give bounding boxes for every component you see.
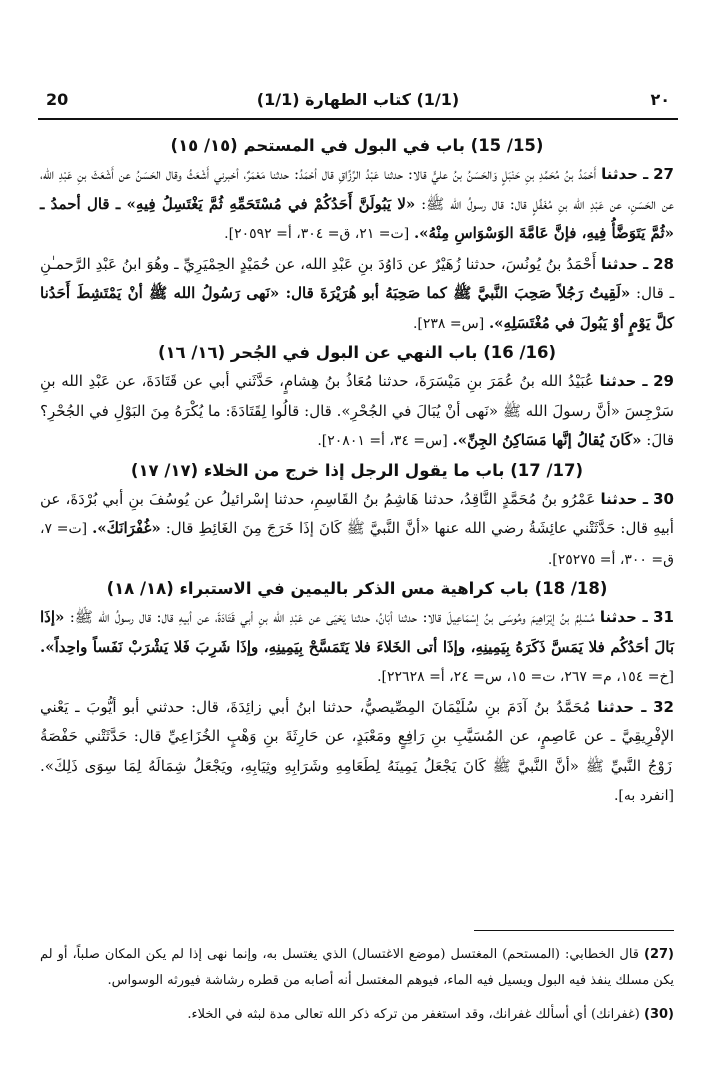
chapter-heading: (17/ 17) باب ما يقول الرجل إذا خرج من الخلاء (١٧/ ١٧) — [130, 460, 584, 480]
footnote-number: (27) — [644, 947, 674, 962]
narration-keyword: ـ حدثنا — [599, 372, 648, 390]
hadith-text: أَحْمَدُ بنُ مُحَمَّدِ بنِ حَنْبَلٍ وَالحَسَنُ بنُ عليٍّ قالا: حدثنا عَبْدُ الرَّزَّاقِ قال أحْمَدُ: حدثنا مَعْمَرٌ، أخبرني أَشْعَثُ وقال الحَسَنُ عن أَشْعَثَ بنِ عَبْدِ الله، عن الحَسَنِ، عن عَبْدِ الله بنِ مُغَفَّلٍ قال: قال رسولُ الله ﷺ: — [40, 165, 674, 213]
hadith-number: 30 — [653, 489, 674, 508]
hadith-number: 29 — [653, 372, 674, 390]
hadith-32 — [40, 693, 674, 812]
hadith-number: 31 — [653, 608, 674, 626]
hadith-quote: «غُفْرَانَكَ». — [92, 519, 161, 537]
chapter-heading: (15/ 15) باب في البول في المستحم (١٥/ ١٥) — [170, 136, 544, 155]
hadith-reference: [ت= ٢١، ق= ٣٠٤، أ= ٢٠٥٩٢]. — [224, 226, 410, 242]
hadith-27 — [40, 160, 674, 250]
hadith-number: 27 — [653, 165, 674, 183]
hadith-quote: «لا يَبُولَنَّ أَحَدُكُمْ في مُسْتَحَمِّهِ ثُمَّ يَغْتَسِلُ فِيهِ» ـ قال أحمدُ ـ «ثُمَّ يَتَوَضَّأُ فِيهِ، فإنَّ عَامَّةَ الوَسْوَاسِ مِنْهُ». — [40, 194, 674, 242]
hadith-number: 32 — [653, 697, 674, 716]
page-number-latin: 20 — [46, 90, 69, 109]
hadith-reference: [ت= ٧، ق= ٣٠٠، أ= ٢٥٢٧٥]. — [40, 521, 674, 568]
running-title: (1/1) كتاب الطهارة (1/1) — [256, 90, 460, 109]
hadith-reference: [انفرد به]. — [613, 788, 674, 804]
narration-keyword: ـ حدثنا — [599, 608, 648, 626]
narration-keyword: ـ حدثنا — [601, 165, 649, 183]
chapter-heading: (16/ 16) باب النهي عن البول في الجُحر (١٦/ ١٦) — [157, 343, 557, 362]
main-text — [40, 132, 674, 812]
hadith-quote: «لَقِيتُ رَجُلاً صَحِبَ النَّبيَّ ﷺ كما صَحِبَهُ أبو هُرَيْرَةَ قال: «نَهى رَسُولُ الله ﷺ أنْ يَمْتَشِطَ أَحَدُنا كلَّ يَوْمٍ أوْ يَبُولَ في مُغْتَسَلِهِ». — [40, 284, 674, 332]
hadith-31 — [40, 603, 674, 693]
footnote-text: (غفرانك) أي أسألك غفرانك، وقد استغفر من تركه ذكر الله تعالى مدة لبثه في الخلاء. — [187, 1007, 640, 1022]
hadith-number: 28 — [653, 254, 674, 273]
hadith-text: أَحْمَدُ بنُ يُونُسَ، حدثنا زُهَيْرٌ عن دَاوُدَ بنِ عَبْدِ الله، عن حُمَيْدٍ الحِمْيَرِيِّ ـ وهُوَ ابنُ عَبْدِ الرَّحمـٰنِ ـ قال: — [40, 254, 674, 302]
hadith-reference: [خ= ١٥٤، م= ٢٦٧، ت= ١٥، س= ٢٤، أ= ٢٢٦٢٨]. — [377, 669, 674, 685]
hadith-28 — [40, 250, 674, 340]
hadith-reference: [س= ٢٣٨]. — [412, 315, 485, 332]
hadith-text: عُبَيْدُ الله بنُ عُمَرَ بنِ مَيْسَرَةَ، حدثنا مُعَاذُ بنُ هِشامٍ، حَدَّثَني أبي عن قَتَادَةَ، عن عَبْدِ الله بنِ سَرْجِسَ «أنَّ رسولَ الله ﷺ «نَهى أنْ يُبَالَ في الجُحْرِ». قال: قالُوا لِقَتَادَةَ: ما يُكْرَهُ مِنَ البَوْلِ في الجُحْرِ؟ قالَ: — [40, 372, 674, 449]
footnote-text: قال الخطابي: (المستحم) المغتسل (موضع الاغتسال) الذي يغتسل به، وإنما نهى إذا لم يكن المكان صلباً، أو لم يكن مسلك ينفذ فيه البول ويسيل فيه الماء، فيوهم المغتسل أنه أصابه من قطره رشاشة فيورثه الوسواس. — [40, 947, 674, 988]
hadith-text: عَمْرُو بنُ مُحَمَّدٍ النَّاقِدُ، حدثنا هَاشِمُ بنُ القَاسِمِ، حدثنا إسْرائيلُ عن يُوسُفَ بنِ أبي بُرْدَةَ، عن أبيهِ قال: حَدَّثَتْني عائِشَةُ رضي الله عنها «أنَّ النَّبيَّ ﷺ كَانَ إذَا خَرَجَ مِنَ الغَائِطِ قال: — [40, 489, 674, 537]
running-header — [38, 88, 678, 120]
narration-keyword: ـ حدثنا — [600, 489, 648, 508]
footnote-separator — [474, 930, 674, 931]
footnotes — [40, 942, 674, 1036]
footnote-27 — [40, 942, 674, 994]
narration-keyword: ـ حدثنا — [597, 697, 647, 716]
page-number-arabic: ٢٠ — [650, 90, 670, 109]
hadith-reference: [س= ٣٤، أ= ٢٠٨٠١]. — [317, 433, 448, 449]
hadith-30 — [40, 485, 674, 576]
narration-keyword: ـ حدثنا — [601, 254, 649, 273]
hadith-text: مُحَمَّدُ بنُ آدَمَ بنِ سُلَيْمَانَ المِصِّيصيُّ، حدثنا ابنُ أبي زائِدَةَ، قال: حدثني أبو أيُّوبَ ـ يَعْني الإفْرِيقِيَّ ـ عن عَاصِمٍ، عن المُسَيَّبِ بنِ رَافِعٍ ومَعْبَدٍ، عن حَارِثَةَ بنِ وَهْبٍ الخُزَاعِيِّ قال: حَدَّثَتْني حَفْصَةُ زَوْجُ النَّبيِّ ﷺ «أنَّ النَّبيَّ ﷺ كَانَ يَجْعَلُ يَمِينَهُ لِطَعَامِهِ وشَرَابِهِ وثِيَابِهِ، ويَجْعَلُ شِمَالَهُ لِمَا سِوَى ذَلِكَ». — [40, 697, 674, 775]
hadith-29 — [40, 367, 674, 457]
footnote-30 — [40, 1002, 674, 1028]
footnote-number: (30) — [644, 1007, 674, 1022]
hadith-text: مُسْلِمُ بنُ إبْرَاهِيمَ ومُوسَى بنُ إسْمَاعِيلَ قالا: حدثنا أبَانُ، حدثنا يَحْيَى عن عَبْدِ الله بنِ أبي قَتَادَةَ، عن أبيهِ قال: قال رسولُ الله ﷺ: — [69, 608, 595, 626]
hadith-quote: «كَانَ يُقالُ إنَّها مَسَاكِنُ الجِنِّ». — [452, 431, 642, 449]
chapter-heading: (18/ 18) باب كراهية مس الذكر باليمين في الاستبراء (١٨/ ١٨) — [106, 579, 608, 598]
hadith-quote: «إذَا بَالَ أحَدُكُم فلا يَمَسَّ ذَكَرَهُ بِيَمِينِهِ، وإذَا أتى الخَلاءَ فلا يَتَمَسَّحْ بِيَمِينِهِ، وإذَا شَرِبَ فَلا يَشْرَبْ نَفَساً واحِداً». — [40, 608, 674, 656]
